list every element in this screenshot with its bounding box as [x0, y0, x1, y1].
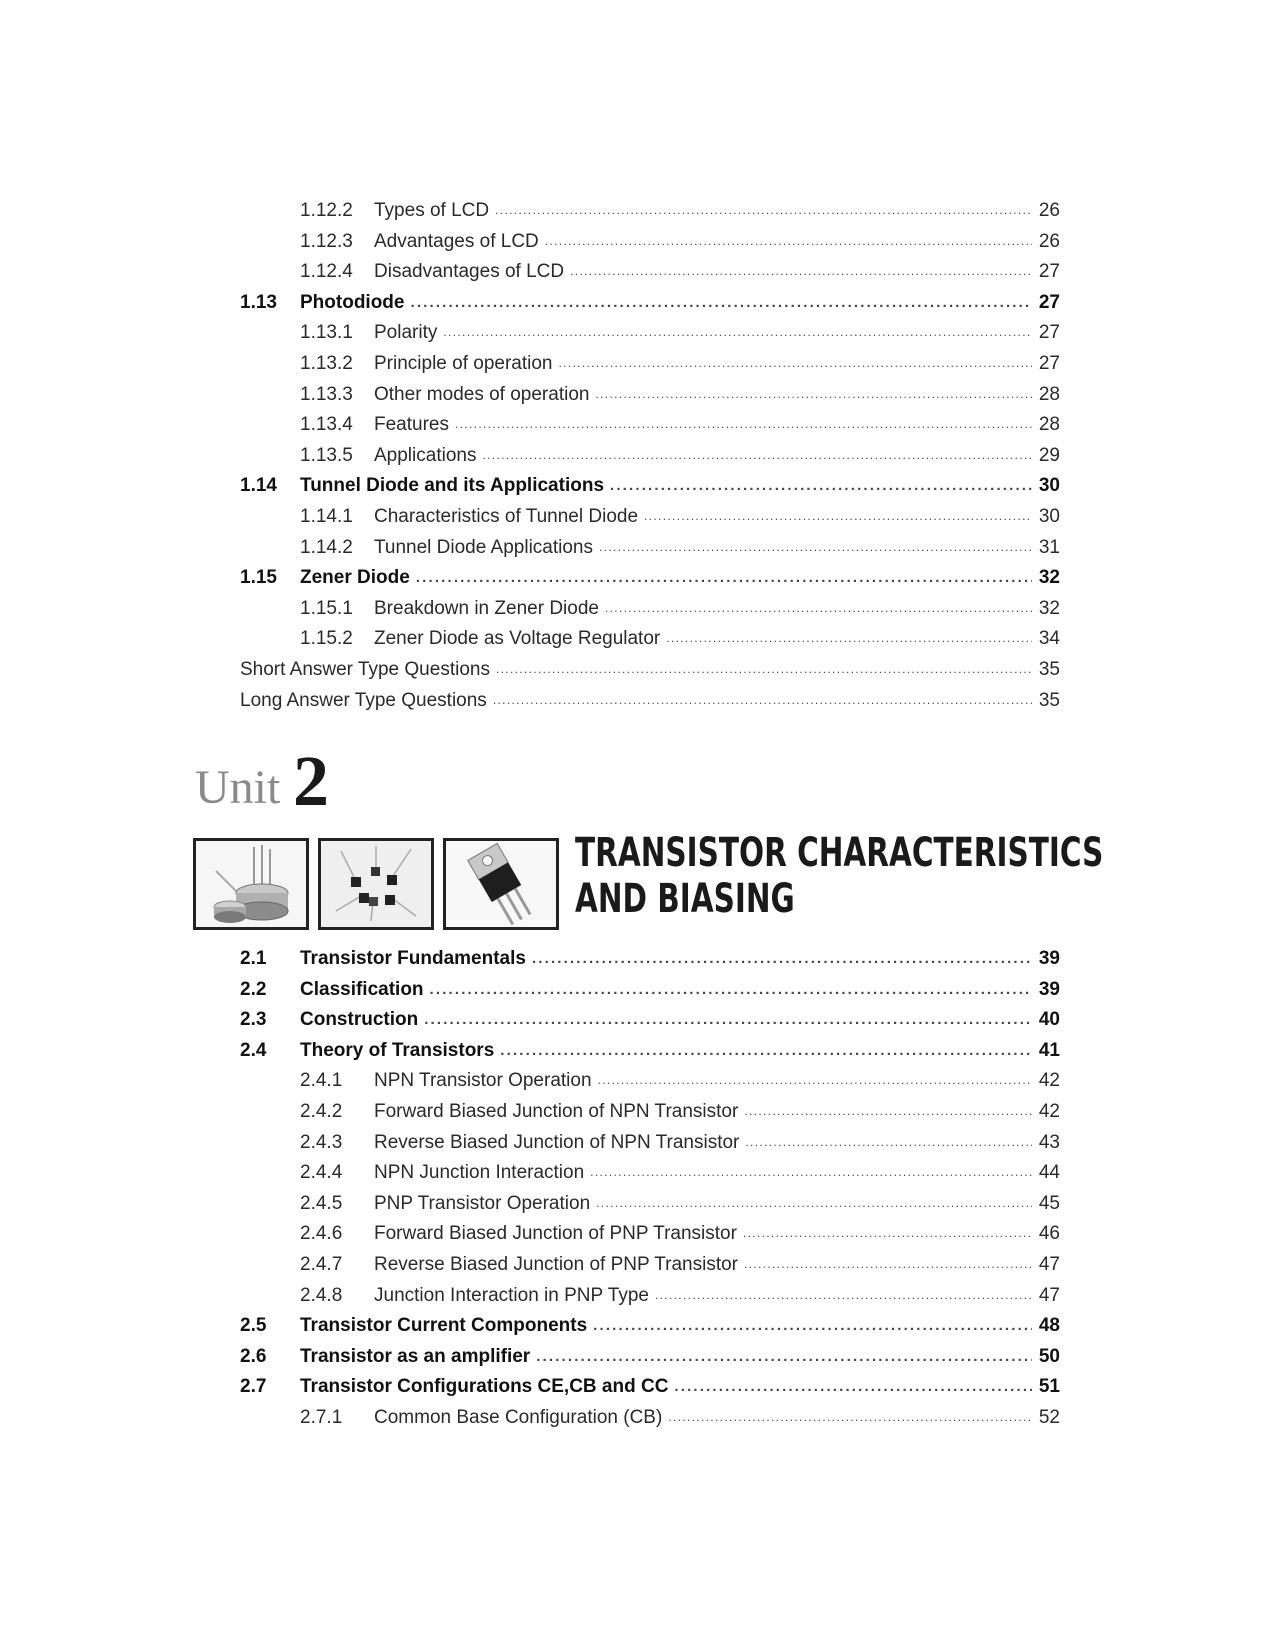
toc-entry-number: 2.4.8	[300, 1284, 343, 1306]
toc-entry-page: 52	[1038, 1406, 1060, 1428]
toc-entry	[240, 1162, 1060, 1193]
toc-dot-leader	[455, 417, 1032, 431]
toc-entry-title: Junction Interaction in PNP Type	[374, 1284, 649, 1306]
toc-entry-number: 2.7.1	[300, 1406, 343, 1428]
toc-entry	[240, 979, 1060, 1010]
toc-dot-leader	[666, 631, 1032, 645]
toc-list-unit2	[240, 948, 1060, 1438]
toc-dot-leader	[570, 264, 1032, 278]
toc-entry	[240, 598, 1060, 629]
toc-entry	[240, 384, 1060, 415]
toc-dot-leader	[598, 1073, 1032, 1087]
toc-entry-page: 27	[1038, 291, 1060, 313]
toc-dot-leader	[443, 325, 1032, 339]
toc-entry-page: 39	[1038, 978, 1060, 1000]
toc-entry-number: 1.14.1	[300, 505, 353, 527]
toc-entry-number: 2.3	[240, 1009, 267, 1031]
toc-entry	[240, 414, 1060, 445]
toc-entry-number: 1.13.1	[300, 322, 353, 344]
toc-entry-number: 1.13.4	[300, 414, 353, 436]
toc-entry	[240, 292, 1060, 323]
toc-entry-number: 2.1	[240, 948, 267, 969]
toc-entry-title: Short Answer Type Questions	[240, 658, 490, 680]
toc-entry	[240, 231, 1060, 262]
toc-entry-title: Applications	[374, 444, 477, 466]
toc-entry-page: 29	[1038, 444, 1060, 466]
toc-entry-number: 2.4.6	[300, 1223, 343, 1245]
toc-list-unit1	[240, 200, 1060, 720]
toc-entry-number: 2.2	[240, 978, 267, 1000]
toc-entry-title: Transistor Fundamentals	[300, 948, 526, 969]
toc-entry	[240, 1407, 1060, 1438]
toc-entry-title: Breakdown in Zener Diode	[374, 597, 599, 619]
toc-entry	[240, 200, 1060, 231]
toc-entry	[240, 1193, 1060, 1224]
unit-title	[575, 830, 1104, 922]
toc-entry-title: Tunnel Diode and its Applications	[300, 475, 605, 497]
toc-entry-number: 2.4.4	[300, 1162, 343, 1184]
unit-number: 2	[293, 741, 329, 821]
toc-entry-title: Transistor Configurations CE,CB and CC	[300, 1376, 669, 1398]
toc-entry	[240, 1376, 1060, 1407]
toc-entry-title: Transistor Current Components	[300, 1315, 588, 1337]
toc-entry-title: Classification	[300, 978, 424, 1000]
toc-entry	[240, 1285, 1060, 1316]
toc-entry-title: Advantages of LCD	[374, 230, 539, 252]
toc-entry-page: 30	[1038, 475, 1060, 497]
toc-dot-leader	[536, 1348, 1032, 1365]
toc-entry	[240, 1040, 1060, 1071]
toc-entry-title: Other modes of operation	[374, 383, 590, 405]
toc-dot-leader	[605, 601, 1032, 615]
toc-entry	[240, 475, 1060, 506]
metal-can-transistor-icon	[193, 838, 309, 930]
power-transistor-icon	[443, 838, 559, 930]
toc-entry-page: 35	[1038, 658, 1060, 680]
toc-dot-leader	[424, 1011, 1032, 1028]
toc-entry-page: 34	[1038, 628, 1060, 650]
toc-dot-leader	[610, 477, 1032, 494]
toc-entry	[240, 1101, 1060, 1132]
toc-entry-title: Photodiode	[300, 291, 405, 313]
small-transistors-icon	[318, 838, 434, 930]
toc-entry-number: 1.14.2	[300, 536, 353, 558]
toc-entry-number: 1.12.3	[300, 230, 353, 252]
toc-dot-leader	[410, 294, 1032, 311]
toc-entry-number: 1.12.4	[300, 261, 353, 283]
toc-entry-number: 1.13.5	[300, 444, 353, 466]
toc-entry-number: 2.4.1	[300, 1070, 343, 1092]
toc-entry-title: Zener Diode as Voltage Regulator	[374, 628, 661, 650]
toc-entry	[240, 567, 1060, 598]
toc-entry-page: 28	[1038, 383, 1060, 405]
toc-entry-page: 44	[1038, 1162, 1060, 1184]
toc-entry-page: 32	[1038, 567, 1060, 589]
toc-entry-number: 2.4	[240, 1039, 267, 1061]
toc-entry-title: Types of LCD	[374, 200, 490, 221]
toc-entry-page: 27	[1038, 261, 1060, 283]
toc-dot-leader	[644, 509, 1032, 523]
toc-dot-leader	[559, 356, 1033, 370]
toc-entry-title: Principle of operation	[374, 352, 553, 374]
toc-entry	[240, 1315, 1060, 1346]
toc-entry-title: Transistor as an amplifier	[300, 1345, 531, 1367]
toc-entry-number: 1.13.2	[300, 352, 353, 374]
toc-entry-number: 2.4.3	[300, 1131, 343, 1153]
toc-entry-page: 39	[1038, 948, 1060, 969]
toc-entry-number: 2.7	[240, 1376, 267, 1398]
toc-entry	[240, 261, 1060, 292]
toc-entry-number: 1.12.2	[300, 200, 353, 221]
toc-entry-page: 40	[1038, 1009, 1060, 1031]
toc-entry	[240, 690, 1060, 721]
toc-entry-page: 32	[1038, 597, 1060, 619]
toc-dot-leader	[744, 1257, 1032, 1271]
toc-entry-number: 1.13	[240, 291, 277, 313]
toc-entry-number: 2.4.2	[300, 1100, 343, 1122]
toc-entry-number: 2.4.7	[300, 1253, 343, 1275]
toc-entry-number: 2.4.5	[300, 1192, 343, 1214]
toc-entry-number: 2.6	[240, 1345, 267, 1367]
toc-dot-leader	[743, 1226, 1032, 1240]
toc-dot-leader	[590, 1165, 1032, 1179]
toc-entry	[240, 628, 1060, 659]
toc-entry-page: 47	[1038, 1253, 1060, 1275]
toc-entry-page: 51	[1038, 1376, 1060, 1398]
toc-entry-title: Construction	[300, 1009, 419, 1031]
toc-entry-title: Theory of Transistors	[300, 1039, 495, 1061]
toc-entry-page: 30	[1038, 505, 1060, 527]
toc-entry-number: 1.15.2	[300, 628, 353, 650]
toc-dot-leader	[416, 569, 1032, 586]
toc-entry-title: Polarity	[374, 322, 438, 344]
toc-entry-number: 1.15	[240, 567, 277, 589]
toc-entry-page: 27	[1038, 352, 1060, 374]
toc-entry-page: 48	[1038, 1315, 1060, 1337]
toc-entry-title: NPN Transistor Operation	[374, 1070, 592, 1092]
toc-entry-page: 42	[1038, 1070, 1060, 1092]
toc-entry-page: 50	[1038, 1345, 1060, 1367]
toc-entry-title: Tunnel Diode Applications	[374, 536, 593, 558]
toc-entry-page: 28	[1038, 414, 1060, 436]
toc-entry-title: Forward Biased Junction of NPN Transistor	[374, 1100, 739, 1122]
toc-dot-leader	[495, 203, 1032, 217]
toc-dot-leader	[430, 981, 1032, 998]
toc-entry	[240, 948, 1060, 979]
toc-entry-page: 27	[1038, 322, 1060, 344]
toc-entry	[240, 1346, 1060, 1377]
toc-entry	[240, 353, 1060, 384]
toc-dot-leader	[545, 234, 1032, 248]
toc-dot-leader	[668, 1410, 1032, 1424]
toc-entry-page: 41	[1038, 1039, 1060, 1061]
toc-entry-page: 42	[1038, 1100, 1060, 1122]
toc-entry	[240, 1223, 1060, 1254]
toc-dot-leader	[655, 1288, 1032, 1302]
toc-entry-title: Reverse Biased Junction of PNP Transistor	[374, 1253, 738, 1275]
toc-entry-page: 26	[1038, 200, 1060, 221]
toc-dot-leader	[596, 1196, 1032, 1210]
unit-label: Unit	[195, 761, 281, 814]
toc-entry-number: 1.13.3	[300, 383, 353, 405]
toc-entry-page: 35	[1038, 689, 1060, 711]
unit-title-line-2: AND BIASING	[575, 876, 795, 922]
toc-entry-number: 1.14	[240, 475, 277, 497]
toc-entry	[240, 1070, 1060, 1101]
toc-entry	[240, 322, 1060, 353]
toc-entry	[240, 445, 1060, 476]
toc-dot-leader	[496, 662, 1032, 676]
toc-dot-leader	[595, 387, 1032, 401]
toc-dot-leader	[500, 1042, 1032, 1059]
toc-entry-title: Long Answer Type Questions	[240, 689, 487, 711]
toc-entry-title: Reverse Biased Junction of NPN Transistor	[374, 1131, 740, 1153]
toc-entry-number: 1.15.1	[300, 597, 353, 619]
unit-title-line-1: TRANSISTOR CHARACTERISTICS	[575, 830, 1104, 876]
toc-entry-title: Features	[374, 414, 449, 436]
toc-entry-title: NPN Junction Interaction	[374, 1162, 585, 1184]
toc-entry-title: Characteristics of Tunnel Diode	[374, 505, 639, 527]
toc-entry	[240, 659, 1060, 690]
toc-entry	[240, 1009, 1060, 1040]
toc-entry-page: 45	[1038, 1192, 1060, 1214]
toc-dot-leader	[674, 1378, 1032, 1395]
toc-entry-title: PNP Transistor Operation	[374, 1192, 591, 1214]
toc-dot-leader	[745, 1135, 1032, 1149]
toc-dot-leader	[593, 1317, 1032, 1334]
toc-dot-leader	[482, 448, 1032, 462]
toc-entry-number: 2.5	[240, 1315, 267, 1337]
toc-entry-page: 43	[1038, 1131, 1060, 1153]
toc-entry	[240, 506, 1060, 537]
toc-entry	[240, 537, 1060, 568]
toc-dot-leader	[744, 1104, 1032, 1118]
toc-entry	[240, 1132, 1060, 1163]
toc-entry-page: 47	[1038, 1284, 1060, 1306]
toc-dot-leader	[493, 693, 1032, 707]
toc-entry-title: Common Base Configuration (CB)	[374, 1406, 663, 1428]
toc-entry-title: Zener Diode	[300, 567, 410, 589]
toc-entry	[240, 1254, 1060, 1285]
toc-entry-page: 46	[1038, 1223, 1060, 1245]
toc-dot-leader	[599, 540, 1032, 554]
toc-entry-page: 31	[1038, 536, 1060, 558]
toc-entry-title: Forward Biased Junction of PNP Transistor	[374, 1223, 737, 1245]
toc-dot-leader	[532, 950, 1032, 967]
toc-entry-page: 26	[1038, 230, 1060, 252]
toc-entry-title: Disadvantages of LCD	[374, 261, 565, 283]
